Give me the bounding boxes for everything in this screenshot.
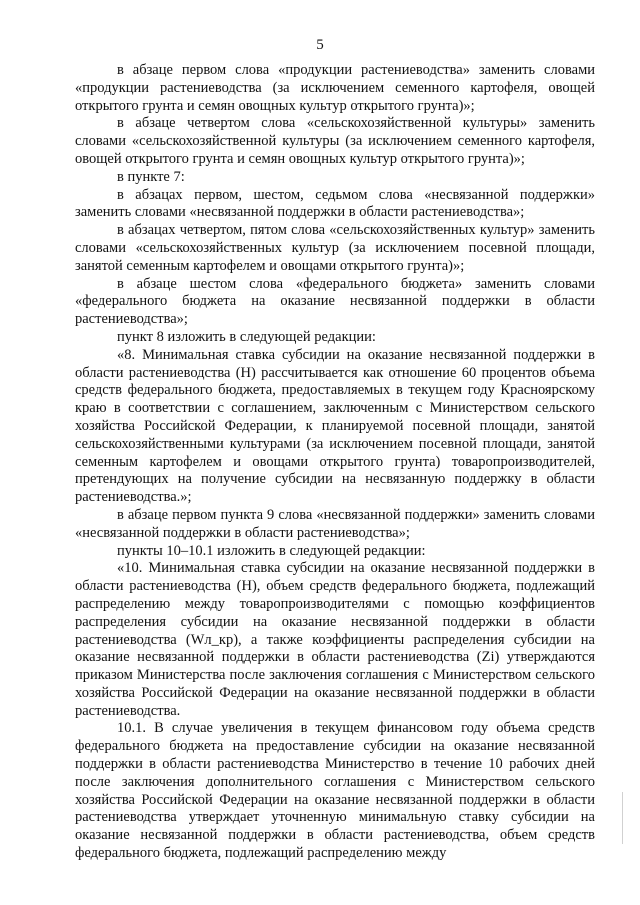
paragraph-2: в абзаце четвертом слова «сельскохозяйственной культуры» заменить словами «сельскохозяйственной культуры (за исключением семенного картофеля, овощей открытого грунта и семян овощных культур открытого грунта)»; xyxy=(75,115,595,167)
document-body xyxy=(75,62,595,863)
paragraph-12: 10.1. В случае увеличения в текущем финансовом году объема средств федерального бюджета на предоставление субсидии на оказание несвязанной поддержки в области растениеводства Министерство в течение 10 рабочих дней после заключения дополнительного соглашения с Министерством сельского хозяйства Российской Федерации на оказание несвязанной поддержки в области растениеводства утверждает уточненную минимальную ставку субсидии на оказание несвязанной поддержки в области растениеводства, объем средств федерального бюджета, подлежащий распределению между xyxy=(75,720,595,862)
paragraph-11: «10. Минимальная ставка субсидии на оказание несвязанной поддержки в области растениеводства (Н), объем средств федерального бюджета, подлежащий распределению между товаропроизводителями с помощью коэффициентов распределения субсидии на оказание несвязанной поддержки в области растениеводства (Wл_кр), а также коэффициенты распределения субсидии на оказание несвязанной поддержки в области растениеводства (Zi) утверждаются приказом Министерства после заключения соглашения с Министерством сельского хозяйства Российской Федерации на оказание несвязанной поддержки в области растениеводства. xyxy=(75,560,595,719)
paragraph-9: в абзаце первом пункта 9 слова «несвязанной поддержки» заменить словами «несвязанной поддержки в области растениеводства»; xyxy=(75,506,595,541)
paragraph-1: в абзаце первом слова «продукции растениеводства» заменить словами «продукции растениеводства (за исключением семенного картофеля, овощей открытого грунта и семян овощных культур открытого грунта)»; xyxy=(75,62,595,114)
paragraph-6: в абзаце шестом слова «федерального бюджета» заменить словами «федерального бюджета на оказание несвязанной поддержки в области растениеводства»; xyxy=(75,275,595,328)
paragraph-3: в пункте 7: xyxy=(117,168,185,185)
paragraph-5: в абзацах четвертом, пятом слова «сельскохозяйственных культур» заменить словами «сельскохозяйственных культур (за исключением посевной площади, занятой семенным картофелем и овощами открытого грунта)»; xyxy=(75,222,595,274)
scan-margin-mark xyxy=(622,792,629,844)
page-number: 5 xyxy=(316,37,324,53)
paragraph-8: «8. Минимальная ставка субсидии на оказание несвязанной поддержки в области растениеводства (Н) рассчитывается как отношение 60 процентов объема средств федерального бюджета, предоставляемых в текущем году Красноярскому краю в соответствии с соглашением, заключенным с Министерством сельского хозяйства Российской Федерации, к планируемой посевной площади, занятой сельскохозяйственными культурами (за исключением посевной площади, занятой семенным картофелем и овощами открытого грунта) товаропроизводителей, претендующих на получение субсидии на несвязанную поддержку в области растениеводства.»; xyxy=(75,346,595,506)
paragraph-7: пункт 8 изложить в следующей редакции: xyxy=(117,328,376,345)
paragraph-4: в абзацах первом, шестом, седьмом слова «несвязанной поддержки» заменить словами «несвязанной поддержки в области растениеводства»; xyxy=(75,186,595,221)
paragraph-10: пункты 10–10.1 изложить в следующей редакции: xyxy=(117,542,426,559)
